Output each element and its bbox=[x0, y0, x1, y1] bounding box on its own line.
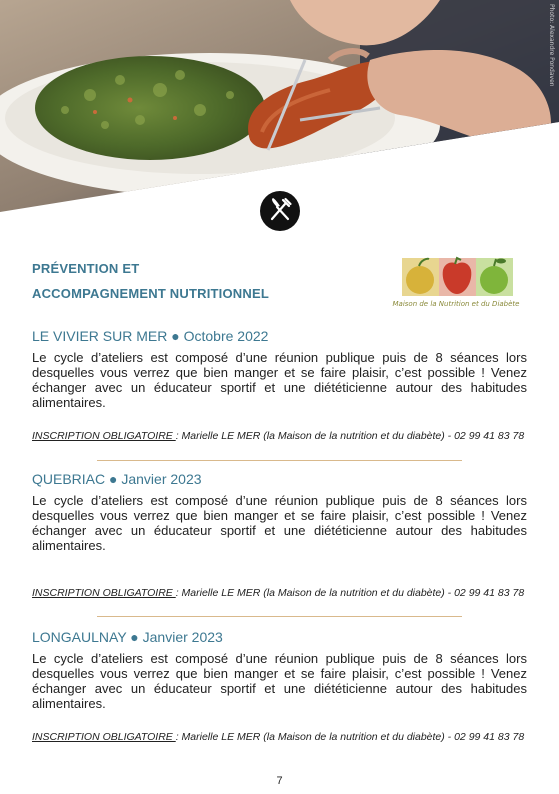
fork-knife-icon bbox=[259, 190, 301, 232]
registration-label: INSCRIPTION OBLIGATOIRE bbox=[32, 587, 176, 599]
photo-credit: Photo: Alexandre Pondaven bbox=[548, 4, 555, 87]
event-heading: LONGAULNAY ● Janvier 2023 bbox=[32, 629, 223, 645]
event-contact bbox=[32, 730, 527, 744]
separator-line bbox=[97, 616, 462, 617]
contact-details: : Marielle LE MER (la Maison de la nutrition et du diabète) - 02 99 41 83 78 bbox=[175, 587, 525, 599]
event-heading: LE VIVIER SUR MER ● Octobre 2022 bbox=[32, 328, 269, 344]
registration-label: INSCRIPTION OBLIGATOIRE bbox=[32, 731, 176, 743]
event-block bbox=[32, 328, 527, 443]
maison-nutrition-logo bbox=[383, 256, 529, 310]
registration-label: INSCRIPTION OBLIGATOIRE bbox=[32, 430, 176, 442]
event-heading: QUEBRIAC ● Janvier 2023 bbox=[32, 471, 202, 487]
event-block bbox=[32, 471, 527, 600]
event-description: Le cycle d’ateliers est composé d’une réunion publique puis de 8 séances lors desquelles vous verrez que bien manger et se faire plaisir, c’est possible ! Venez échanger avec un éducateur sportif et une diététicienne autour des habitudes alimentaires. bbox=[32, 651, 527, 711]
event-contact bbox=[32, 429, 527, 443]
event-block bbox=[32, 629, 527, 744]
page-number: 7 bbox=[276, 775, 283, 787]
section-title-line1: PRÉVENTION ET bbox=[32, 261, 140, 276]
hero-photo bbox=[0, 0, 559, 215]
event-description: Le cycle d’ateliers est composé d’une réunion publique puis de 8 séances lors desquelles vous verrez que bien manger et se faire plaisir, c’est possible ! Venez échanger avec un éducateur sportif et une diététicienne autour des habitudes alimentaires. bbox=[32, 493, 527, 553]
event-contact bbox=[32, 586, 527, 600]
section-title-line2: ACCOMPAGNEMENT NUTRITIONNEL bbox=[32, 286, 269, 301]
separator-line bbox=[97, 460, 462, 461]
contact-details: : Marielle LE MER (la Maison de la nutrition et du diabète) - 02 99 41 83 78 bbox=[175, 430, 525, 442]
hero-illustration bbox=[0, 0, 559, 215]
contact-details: : Marielle LE MER (la Maison de la nutrition et du diabète) - 02 99 41 83 78 bbox=[175, 731, 525, 743]
logo-caption: Maison de la Nutrition et du Diabète bbox=[392, 300, 520, 308]
event-description: Le cycle d’ateliers est composé d’une réunion publique puis de 8 séances lors desquelles vous verrez que bien manger et se faire plaisir, c’est possible ! Venez échanger avec un éducateur sportif et une diététicienne autour des habitudes alimentaires. bbox=[32, 350, 527, 410]
